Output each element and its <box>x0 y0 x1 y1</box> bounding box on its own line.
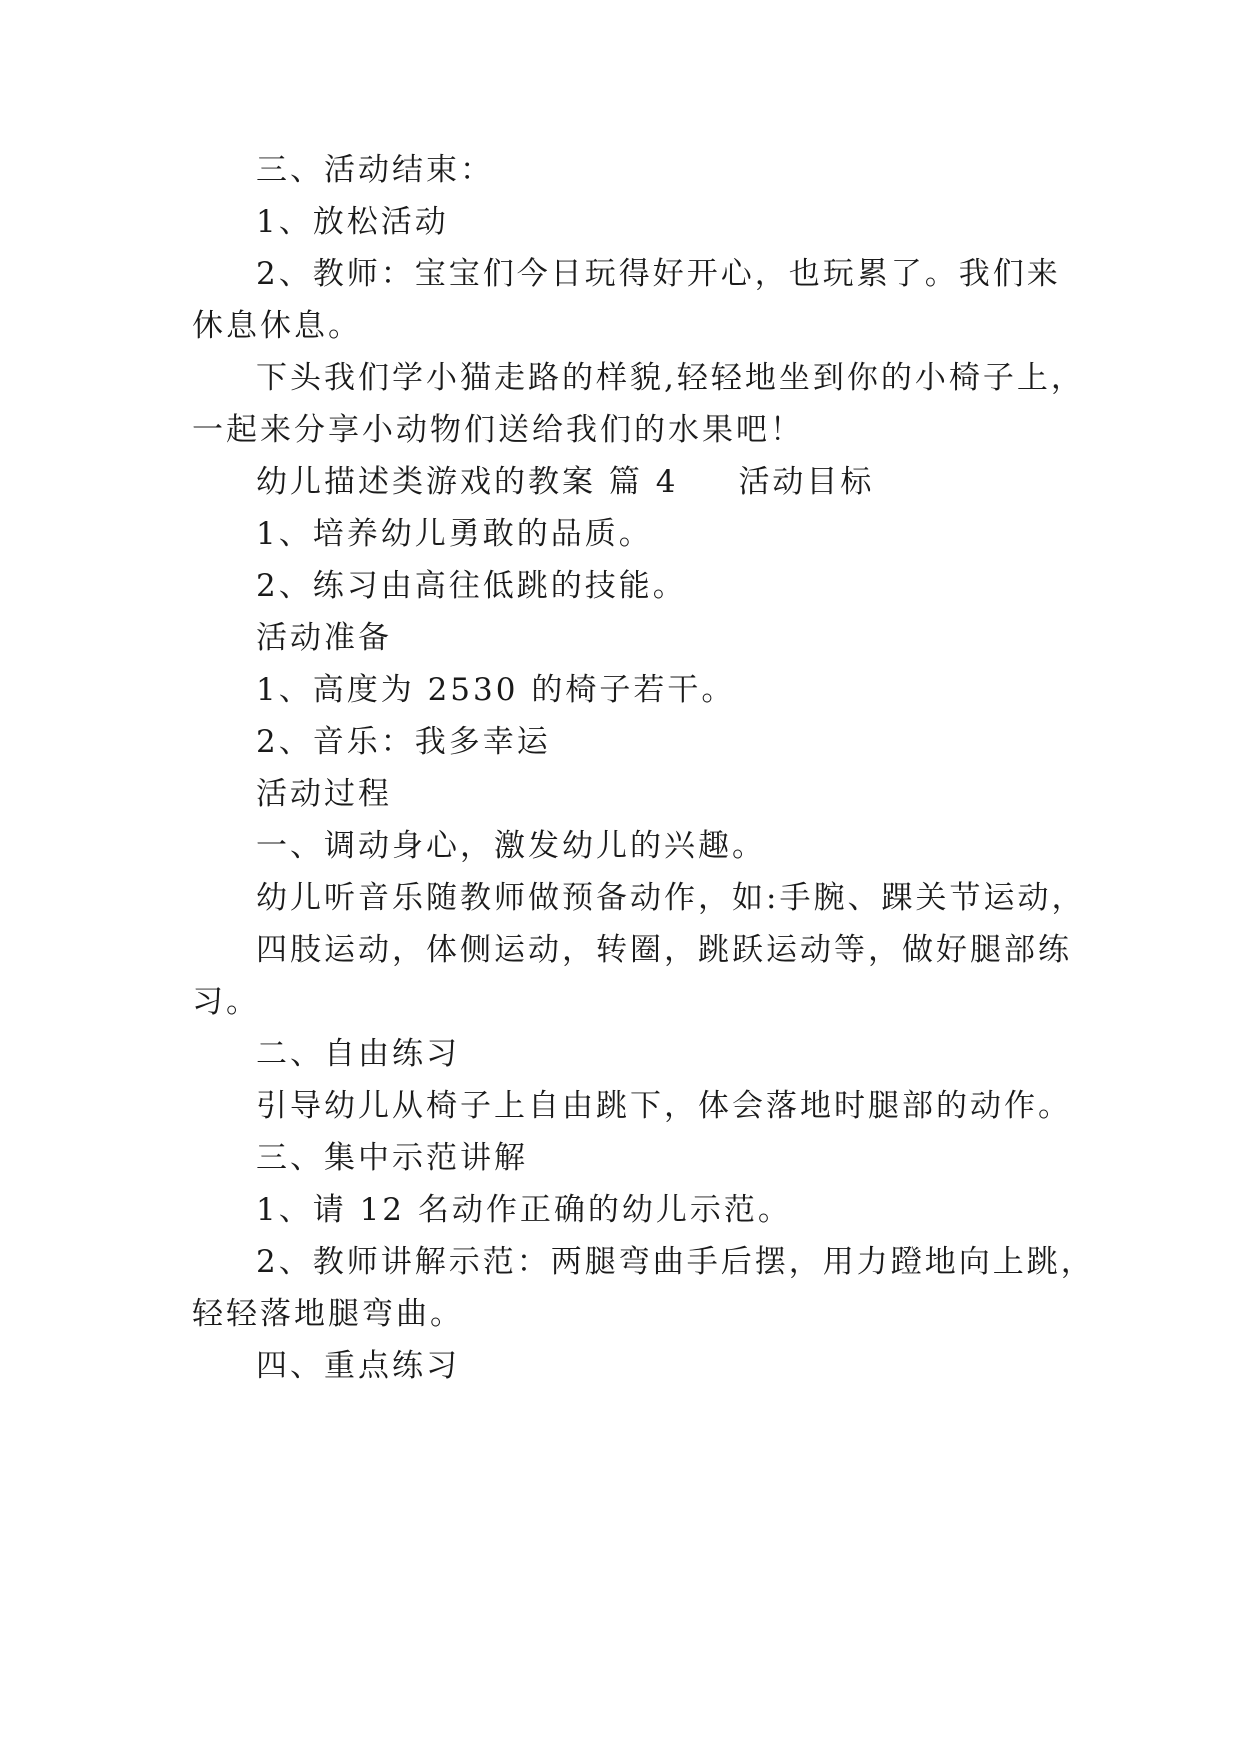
paragraph-line: 幼儿听音乐随教师做预备动作，如:手腕、踝关节运动， <box>256 880 1086 916</box>
paragraph-line: 2、音乐：我多幸运 <box>256 724 551 760</box>
paragraph-line: 2、教师讲解示范：两腿弯曲手后摆，用力蹬地向上跳， <box>256 1244 1095 1280</box>
section-subtitle: 活动目标 <box>738 464 875 500</box>
paragraph-line: 三、活动结束： <box>256 152 494 188</box>
paragraph-line: 1、培养幼儿勇敢的品质。 <box>256 516 653 552</box>
section-heading <box>256 462 1136 502</box>
paragraph-line: 活动准备 <box>256 620 392 656</box>
paragraph-line: 一起来分享小动物们送给我们的水果吧！ <box>192 412 804 448</box>
paragraph-line: 一、调动身心，激发幼儿的兴趣。 <box>256 828 766 864</box>
paragraph-line: 1、放松活动 <box>256 204 449 240</box>
paragraph-line: 引导幼儿从椅子上自由跳下，体会落地时腿部的动作。 <box>256 1088 1072 1124</box>
paragraph-line: 2、教师：宝宝们今日玩得好开心，也玩累了。我们来 <box>256 256 1061 292</box>
paragraph-line: 2、练习由高往低跳的技能。 <box>256 568 687 604</box>
paragraph-line: 1、高度为 2530 的椅子若干。 <box>256 672 736 708</box>
paragraph-line: 三、集中示范讲解 <box>256 1140 528 1176</box>
paragraph-line: 习。 <box>192 984 260 1020</box>
section-title: 幼儿描述类游戏的教案 篇 4 <box>256 464 679 500</box>
paragraph-line: 二、自由练习 <box>256 1036 460 1072</box>
paragraph-line: 四、重点练习 <box>256 1348 460 1384</box>
paragraph-line: 活动过程 <box>256 776 392 812</box>
paragraph-line: 轻轻落地腿弯曲。 <box>192 1296 464 1332</box>
paragraph-line: 1、请 12 名动作正确的幼儿示范。 <box>256 1192 792 1228</box>
paragraph-line: 下头我们学小猫走路的样貌,轻轻地坐到你的小椅子上， <box>256 360 1085 396</box>
paragraph-line: 四肢运动，体侧运动，转圈，跳跃运动等，做好腿部练 <box>256 932 1072 968</box>
paragraph-line: 休息休息。 <box>192 308 362 344</box>
